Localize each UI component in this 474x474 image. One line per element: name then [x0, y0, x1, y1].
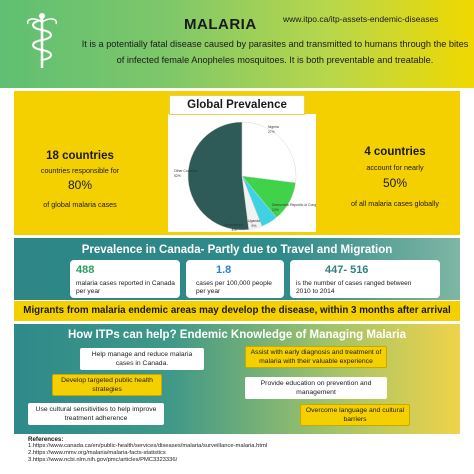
global-prevalence-title: Global Prevalence	[187, 99, 287, 111]
caduceus-icon	[24, 10, 60, 70]
right-line1	[340, 157, 450, 175]
canada-title: Prevalence in Canada- Partly due to Travel and Migration	[81, 244, 393, 256]
itp-item-3: Develop targeted public health strategies	[52, 374, 162, 396]
itp-item-5: Use cultural sensitivities to help improve treatment adherence	[28, 403, 164, 425]
reference-link-3[interactable]: 3.https://www.ncbi.nlm.nih.gov/pmc/articles/PMC3323336/	[28, 457, 178, 463]
itp-item-2: Assist with early diagnosis and treatment of malaria with their valuable experience	[245, 346, 387, 368]
left-line2	[20, 194, 140, 212]
pie-label: Uganda	[248, 219, 260, 223]
references	[28, 436, 458, 464]
canada-stat-text-1: malaria cases reported in Canada per year	[76, 280, 175, 295]
canada-stat-text-2: cases per 100,000 people per year	[196, 280, 272, 295]
left-percent-text: 80%	[67, 178, 93, 192]
pie-value-label: 12%	[272, 208, 279, 212]
left-line1-text: countries responsible for	[40, 166, 120, 175]
pie-label: Democratic Republic of Congo	[272, 203, 316, 207]
pie-chart	[168, 114, 316, 232]
left-line2-text: of global malaria cases	[43, 200, 117, 209]
pie-label: Nigeria	[268, 125, 279, 129]
left-count-text: 18 countries	[46, 150, 114, 162]
right-percent-text: 50%	[382, 176, 408, 190]
page-title: MALARIA	[184, 16, 257, 33]
canada-stat-value-1: 488	[76, 264, 95, 276]
header-description: It is a potentially fatal disease caused by parasites and transmitted to humans through the bites of infected female Anopheles mosquitoes. It is both preventable and treatable.	[81, 39, 469, 65]
left-percent	[20, 176, 140, 194]
pie-label: Mozambique	[224, 223, 244, 227]
right-line1-text: account for nearly	[366, 163, 424, 172]
canada-stat-value-2: 1.8	[216, 264, 232, 276]
pie-value-label: 27%	[268, 130, 275, 134]
itp-item-4: Provide education on prevention and management	[245, 377, 387, 399]
references-title: References:	[28, 436, 64, 443]
itps-title: How ITPs can help? Endemic Knowledge of Managing Malaria	[67, 329, 407, 341]
itp-item-1: Help manage and reduce malaria cases in Canada.	[80, 348, 204, 370]
pie-slice-other-countries	[188, 122, 249, 230]
right-line2	[340, 193, 450, 211]
itp-item-6: Overcome language and cultural barriers	[300, 404, 410, 426]
pie-value-label: 5%	[251, 224, 257, 228]
global-prevalence-title-box	[169, 95, 305, 115]
right-count-text: 4 countries	[364, 146, 426, 158]
reference-link-2[interactable]: 2.https://www.mmv.org/malaria/malaria-facts-statistics	[28, 450, 166, 456]
migrants-text: Migrants from malaria endemic areas may develop the disease, within 3 months after arrival	[23, 305, 451, 316]
reference-link-1[interactable]: 1.https://www.canada.ca/en/public-health/services/diseases/malaria/surveillance-malaria.html	[28, 443, 268, 449]
pie-label: Other Countries	[174, 169, 198, 173]
right-line2-text: of all malaria cases globally	[351, 199, 439, 208]
pie-value-label: 4%	[231, 228, 237, 232]
right-percent	[340, 174, 450, 192]
header-url[interactable]: www.itpo.ca/itp-assets-endemic-diseases	[283, 14, 439, 24]
canada-stat-text-3: is the number of cases ranged between 2010 to 2014	[296, 280, 412, 295]
canada-stat-value-3: 447- 516	[325, 264, 369, 276]
pie-chart-panel	[168, 114, 316, 232]
pie-value-label: 52%	[174, 174, 181, 178]
